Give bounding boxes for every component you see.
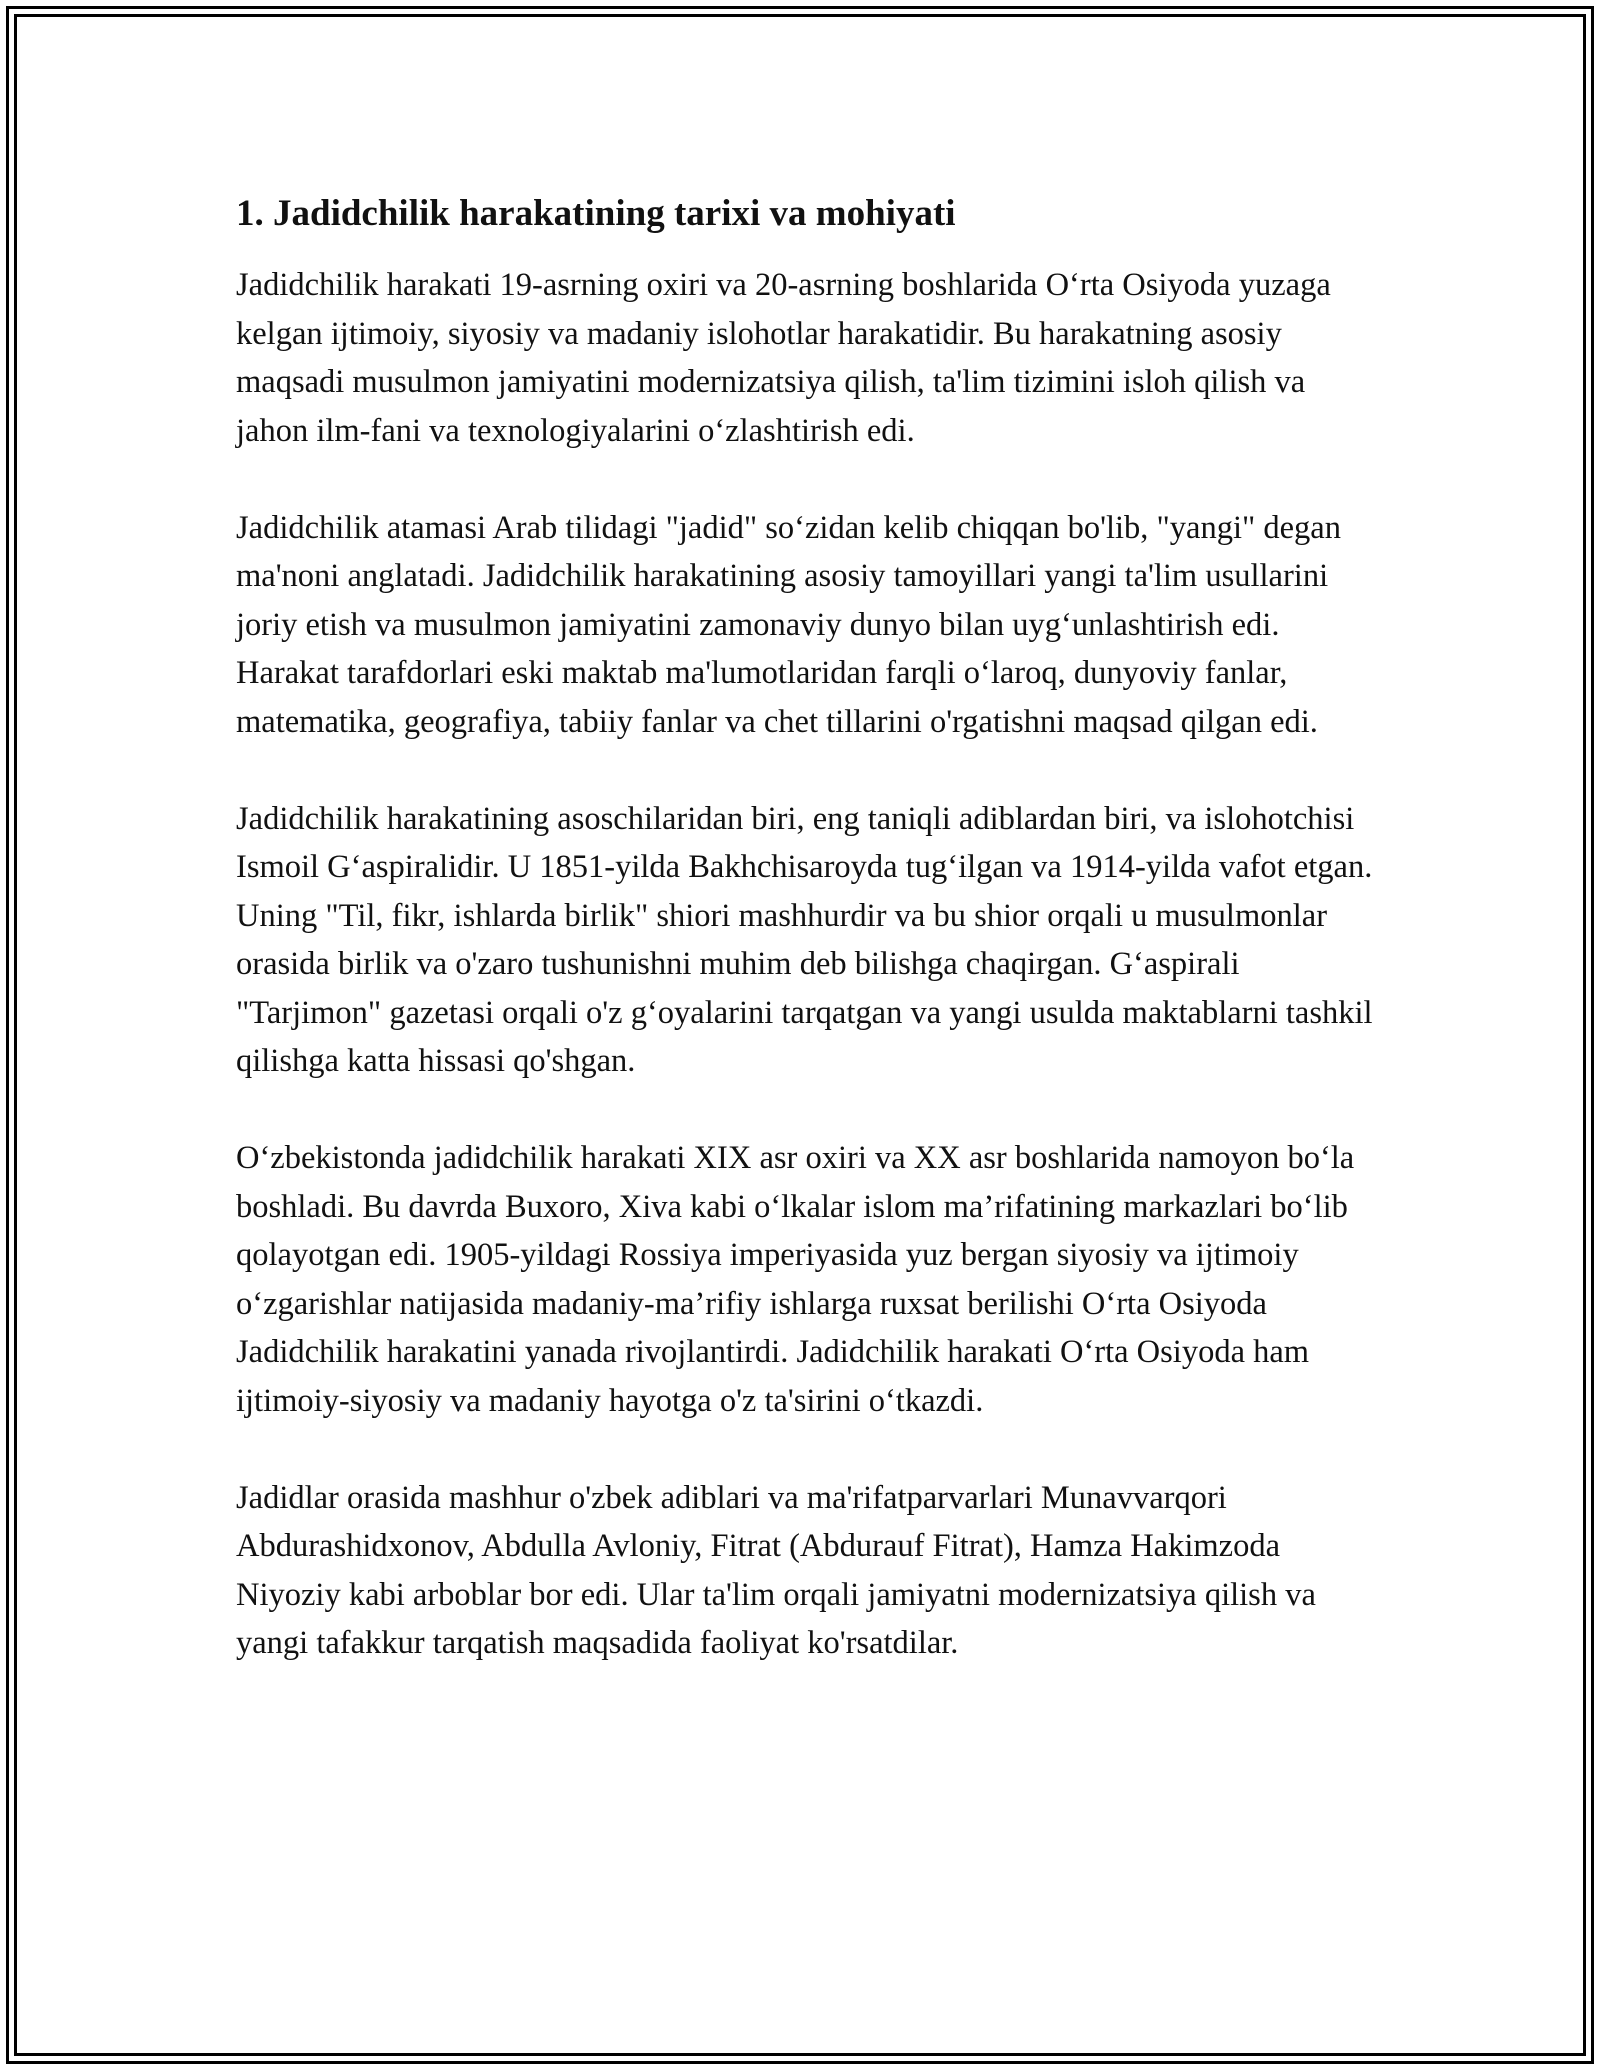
- paragraph-2: Jadidchilik atamasi Arab tilidagi "jadid" so‘zidan kelib chiqqan bo'lib, "yangi" degan ma'noni anglatadi. Jadidchilik harakatining asosiy tamoyillari yangi ta'lim usullarini joriy etish va musulmon jamiyatini zamonaviy dunyo bilan uyg‘unlashtirish edi. Harakat tarafdorlari eski maktab ma'lumotlaridan farqli o‘laroq, dunyoviy fanlar, matematika, geografiya, tabiiy fanlar va chet tillarini o'rgatishni maqsad qilgan edi.: [236, 509, 1341, 740]
- section-title: 1. Jadidchilik harakatining tarixi va mohiyati: [236, 193, 956, 234]
- paragraph-1: Jadidchilik harakati 19-asrning oxiri va 20-asrning boshlarida O‘rta Osiyoda yuzaga kelgan ijtimoiy, siyosiy va madaniy islohotlar harakatidir. Bu harakatning asosiy maqsadi musulmon jamiyatini modernizatsiya qilish, ta'lim tizimini isloh qilish va jahon ilm-fani va texnologiyalarini o‘zlashtirish edi.: [236, 267, 1331, 449]
- document-body: [236, 186, 1376, 1668]
- paragraph-5: Jadidlar orasida mashhur o'zbek adiblari va ma'rifatparvarlari Munavvarqori Abdurashidxonov, Abdulla Avloniy, Fitrat (Abdurauf Fitrat), Hamza Hakimzoda Niyoziy kabi arboblar bor edi. Ular ta'lim orqali jamiyatni modernizatsiya qilish va yangi tafakkur tarqatish maqsadida faoliyat ko'rsatdilar.: [236, 1479, 1316, 1661]
- paragraph-4: O‘zbekistonda jadidchilik harakati XIX asr oxiri va XX asr boshlarida namoyon bo‘la boshladi. Bu davrda Buxoro, Xiva kabi o‘lkalar islom ma’rifatining markazlari bo‘lib qolayotgan edi. 1905-yildagi Rossiya imperiyasida yuz bergan siyosiy va ijtimoiy o‘zgarishlar natijasida madaniy-ma’rifiy ishlarga ruxsat berilishi O‘rta Osiyoda Jadidchilik harakatini yanada rivojlantirdi. Jadidchilik harakati O‘rta Osiyoda ham ijtimoiy-siyosiy va madaniy hayotga o'z ta'sirini o‘tkazdi.: [236, 1140, 1355, 1419]
- paragraph-3: Jadidchilik harakatining asoschilaridan biri, eng taniqli adiblardan biri, va islohotchisi Ismoil G‘aspiralidir. U 1851-yilda Bakhchisaroyda tug‘ilgan va 1914-yilda vafot etgan. Uning "Til, fikr, ishlarda birlik" shiori mashhurdir va bu shior orqali u musulmonlar orasida birlik va o'zaro tushunishni muhim deb bilishga chaqirgan. G‘aspirali "Tarjimon" gazetasi orqali o'z g‘oyalarini tarqatgan va yangi usulda maktablarni tashkil qilishga katta hissasi qo'shgan.: [236, 800, 1373, 1079]
